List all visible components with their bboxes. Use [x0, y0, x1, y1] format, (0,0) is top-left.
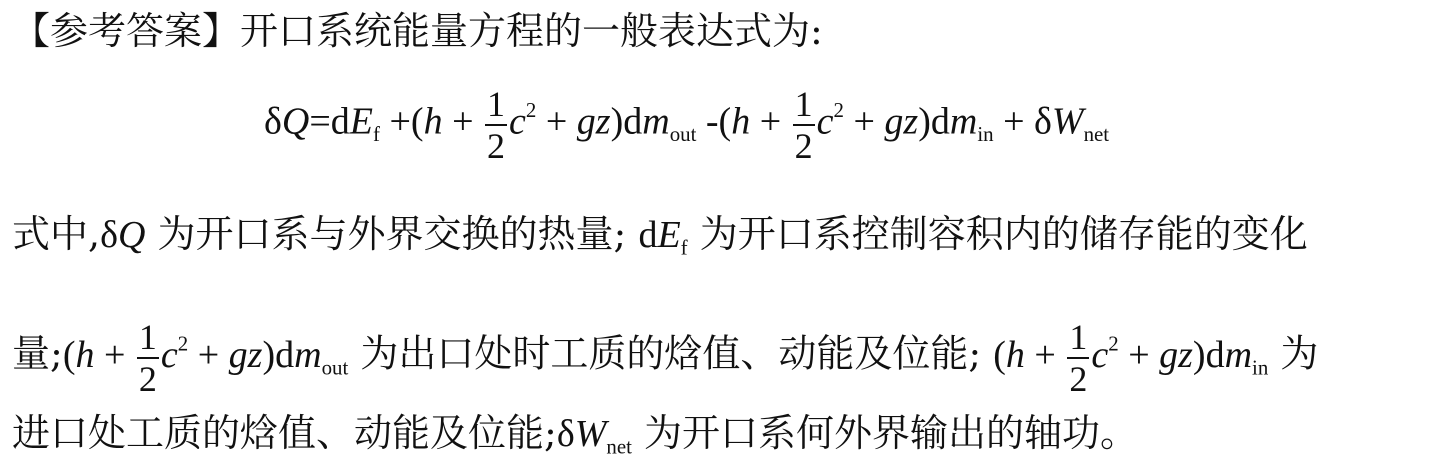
inlet-term: (h + $\frac{1}{2}$ $c^2 + gz)dm_{in}$	[993, 317, 1269, 399]
plus-sign: +	[442, 100, 484, 143]
heading-text: 开口系统能量方程的一般表达式为:	[240, 9, 823, 53]
in-subscript: in	[977, 122, 994, 147]
velocity-symbol: c	[816, 100, 834, 143]
explanation-text: 为开口系与外界交换的热量;	[145, 212, 627, 256]
plus-sign: +	[536, 100, 577, 143]
d-ef-term: $dE_f$	[638, 214, 688, 260]
delta-q-term: δQ	[100, 214, 146, 256]
enthalpy-symbol: h	[423, 100, 443, 143]
half-fraction	[485, 86, 507, 164]
fraction-numerator: 1	[794, 84, 813, 124]
square-exponent: 2	[525, 98, 537, 122]
explanation-line-1	[12, 209, 1308, 272]
explanation-line-3	[12, 408, 1138, 471]
differential-d: d	[330, 100, 350, 143]
explanation-text: 为出口处时工质的焓值、动能及位能;	[348, 331, 982, 376]
close-paren-d: )d	[610, 100, 643, 143]
plus-sign: +	[750, 100, 791, 143]
mass-symbol: m	[642, 100, 670, 143]
stored-energy-symbol: E	[349, 100, 374, 143]
velocity-symbol: c	[509, 100, 526, 143]
delta-symbol: δ	[264, 100, 282, 143]
explanation-text: 为	[1268, 331, 1319, 376]
plus-sign: +	[843, 100, 885, 143]
out-subscript: out	[669, 122, 697, 147]
explanation-text: 进口处工质的焓值、动能及位能;	[12, 411, 557, 455]
work-symbol: W	[1051, 100, 1084, 143]
fraction-denominator: 2	[794, 126, 813, 166]
delta-w-term: $\delta W_{net}$	[556, 413, 632, 459]
answer-label: 【参考答案】	[12, 9, 241, 53]
open-paren: +(	[379, 100, 424, 143]
plus-delta: + δ	[993, 100, 1052, 143]
answer-heading	[12, 6, 823, 56]
enthalpy-symbol: h	[731, 100, 751, 143]
fraction-numerator: 1	[487, 84, 506, 124]
half-fraction: $\frac{1}{2}$	[1069, 317, 1088, 399]
explanation-line-2	[12, 318, 1318, 397]
minus-open-paren: -(	[696, 100, 732, 143]
potential-term: gz	[884, 100, 919, 143]
outlet-term: (h + $\frac{1}{2}$ $c^2 + gz)dm_{out}$	[62, 317, 349, 399]
square-exponent: 2	[833, 98, 844, 122]
explanation-text: 为开口系何外界输出的轴功。	[631, 411, 1138, 455]
explanation-text: 为开口系控制容积内的储存能的变化	[687, 212, 1308, 256]
potential-term: gz	[576, 100, 611, 143]
stored-energy-subscript: f	[373, 122, 380, 147]
mass-symbol: m	[949, 100, 978, 143]
net-subscript: net	[1083, 122, 1110, 147]
half-fraction	[793, 86, 815, 164]
equals-sign: =	[309, 100, 331, 143]
energy-equation	[264, 86, 1109, 164]
fraction-denominator: 2	[487, 126, 506, 166]
heat-symbol: Q	[281, 100, 310, 143]
explanation-text: 量;	[12, 331, 63, 376]
explanation-text: 式中,	[12, 212, 101, 256]
close-paren-d: )d	[918, 100, 950, 143]
half-fraction: $\frac{1}{2}$	[138, 317, 157, 399]
